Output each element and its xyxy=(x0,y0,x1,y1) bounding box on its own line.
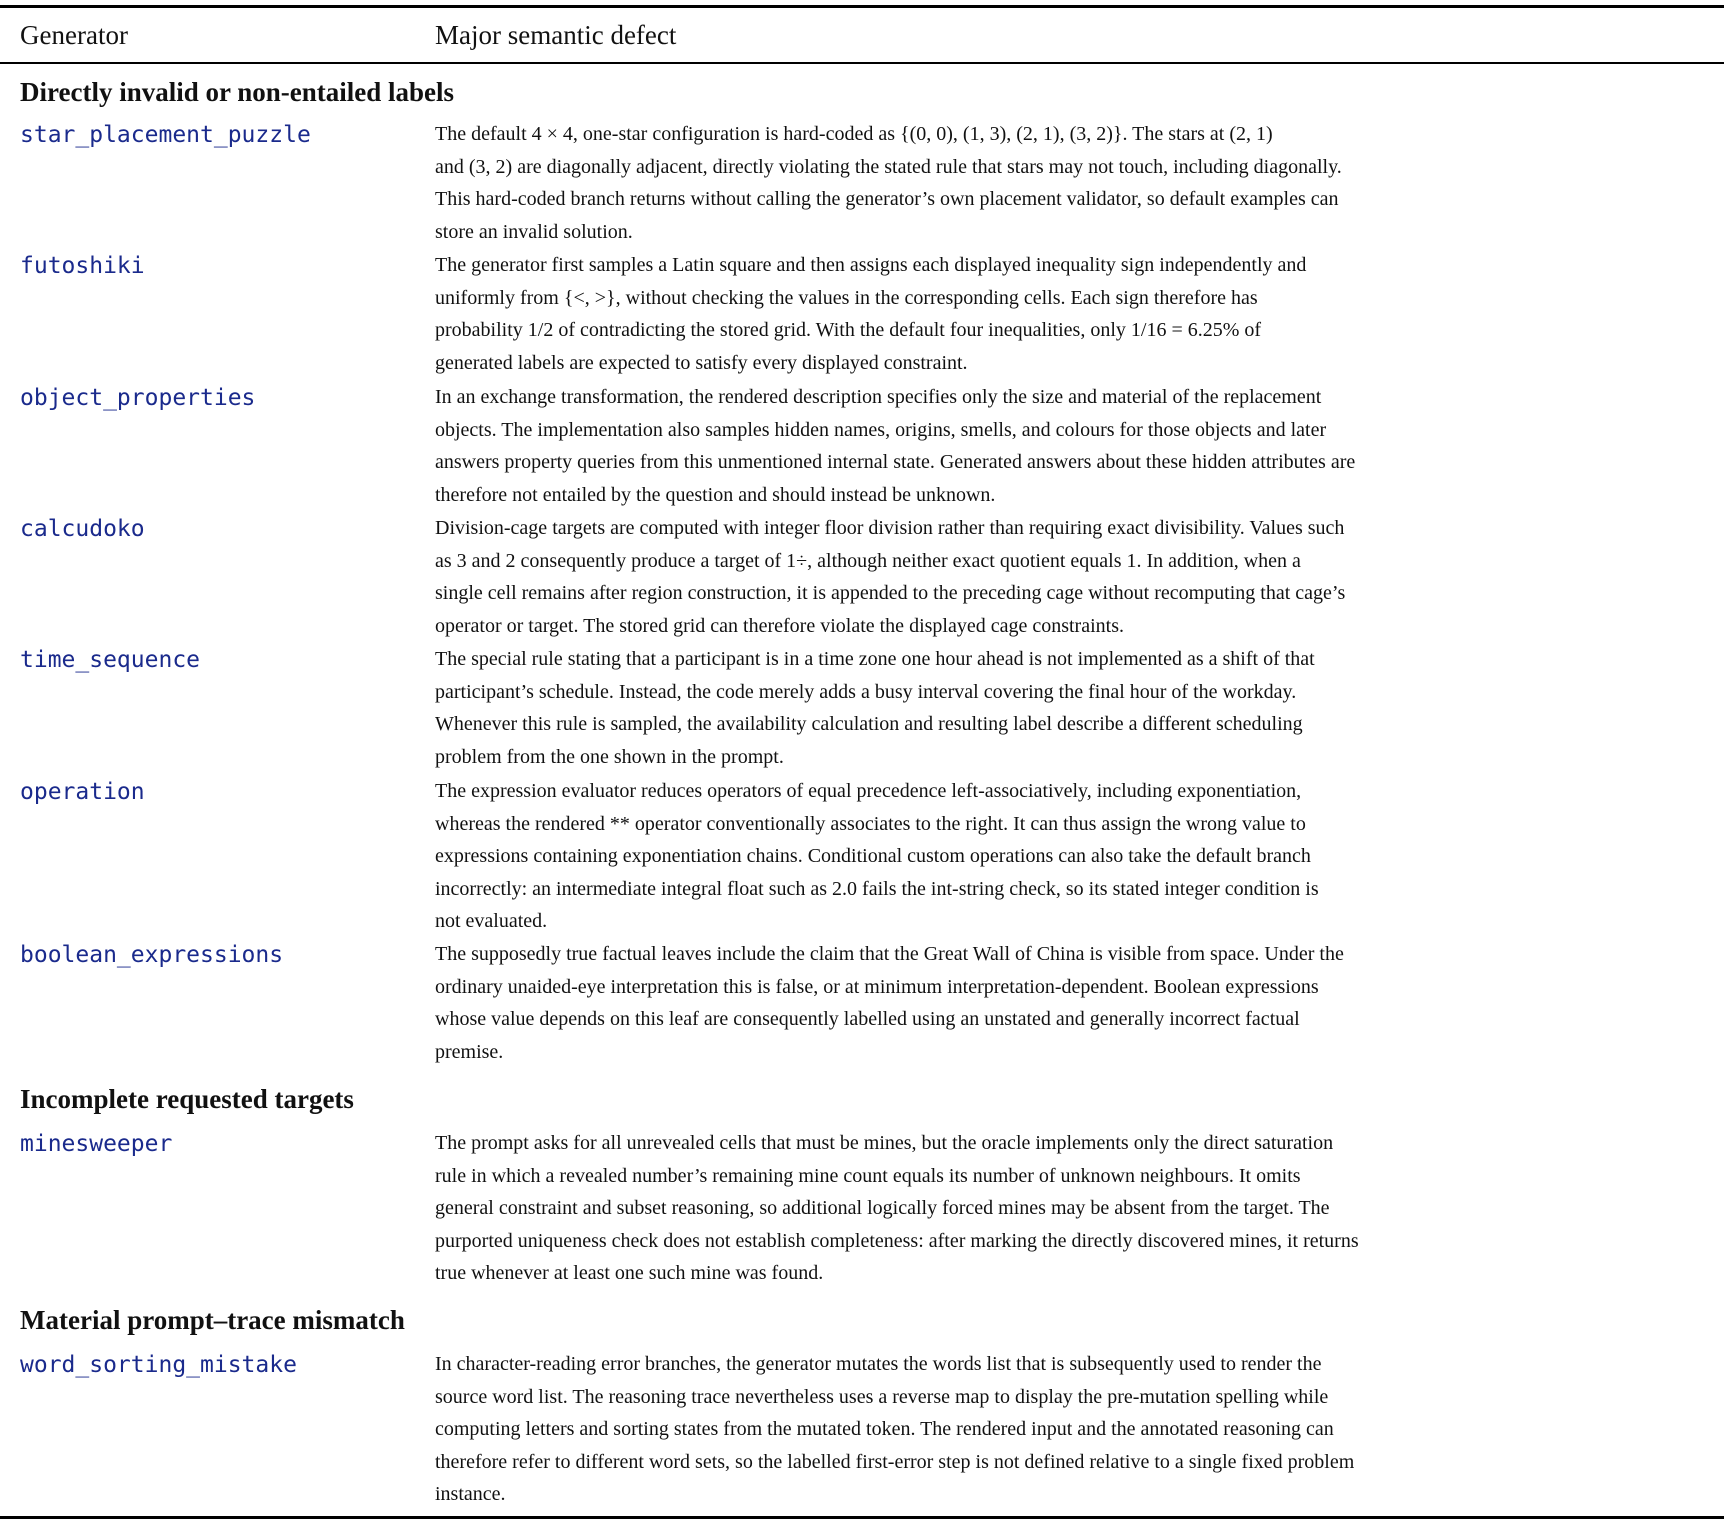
description-line: ordinary unaided-eye interpretation this is false, or at minimum interpretation-dependent. Boolean expressions xyxy=(435,975,1319,998)
header-generator: Generator xyxy=(20,20,128,50)
generator-name: calcudoko xyxy=(20,516,145,542)
description-line: as 3 and 2 consequently produce a target of 1÷, although neither exact quotient equals 1. In addition, when a xyxy=(435,549,1301,572)
defect-description xyxy=(435,118,1721,248)
description-line: whereas the rendered ** operator conventionally associates to the right. It can thus assign the wrong value to xyxy=(435,812,1306,835)
description-line: uniformly from {<, >}, without checking the values in the corresponding cells. Each sign therefore has xyxy=(435,286,1258,309)
description-line: participant’s schedule. Instead, the code merely adds a busy interval covering the final hour of the workday. xyxy=(435,680,1297,703)
section-title: Directly invalid or non-entailed labels xyxy=(20,77,455,107)
description-line: objects. The implementation also samples hidden names, origins, smells, and colours for those objects and later xyxy=(435,418,1327,441)
description-line: The special rule stating that a participant is in a time zone one hour ahead is not implemented as a shift of that xyxy=(435,648,1315,670)
top-rule xyxy=(0,5,1724,8)
description-line: The prompt asks for all unrevealed cells that must be mines, but the oracle implements only the direct saturation xyxy=(435,1132,1334,1154)
defect-description xyxy=(435,938,1721,1068)
description-line: operator or target. The stored grid can therefore violate the displayed cage constraints. xyxy=(435,614,1124,637)
generator-name: word_sorting_mistake xyxy=(20,1352,297,1378)
description-line: purported uniqueness check does not establish completeness: after marking the directly discovered mines, it returns xyxy=(435,1229,1359,1252)
description-line: premise. xyxy=(435,1040,504,1063)
defect-description xyxy=(435,1127,1721,1290)
description-line: store an invalid solution. xyxy=(435,220,633,243)
generator-name: object_properties xyxy=(20,385,256,411)
description-line: This hard-coded branch returns without calling the generator’s own placement validator, so default examples can xyxy=(435,188,1339,210)
description-line: probability 1/2 of contradicting the stored grid. With the default four inequalities, only 1/16 = 6.25% of xyxy=(435,319,1262,341)
description-line: therefore not entailed by the question and should instead be unknown. xyxy=(435,483,996,506)
description-line: Whenever this rule is sampled, the availability calculation and resulting label describe a different scheduling xyxy=(435,713,1303,735)
generator-name: minesweeper xyxy=(20,1131,173,1157)
description-line: expressions containing exponentiation chains. Conditional custom operations can also take the default branch xyxy=(435,845,1311,867)
description-line: computing letters and sorting states from the mutated token. The rendered input and the annotated reasoning can xyxy=(435,1418,1334,1440)
defect-description xyxy=(435,381,1721,511)
description-line: answers property queries from this unmentioned internal state. Generated answers about these hidden attributes are xyxy=(435,451,1356,473)
bottom-rule xyxy=(0,1516,1724,1519)
description-line: whose value depends on this leaf are consequently labelled using an unstated and generally incorrect factual xyxy=(435,1008,1300,1030)
generator-name: operation xyxy=(20,779,145,805)
description-line: In character-reading error branches, the generator mutates the words list that is subsequently used to render the xyxy=(435,1353,1322,1375)
description-line: Division-cage targets are computed with integer floor division rather than requiring exact divisibility. Values such xyxy=(435,517,1345,539)
description-line: and (3, 2) are diagonally adjacent, directly violating the stated rule that stars may not touch, including diagonally. xyxy=(435,155,1342,178)
defect-description xyxy=(435,512,1721,642)
description-line: The generator first samples a Latin square and then assigns each displayed inequality sign independently and xyxy=(435,254,1307,276)
section-title: Material prompt–trace mismatch xyxy=(20,1305,405,1335)
description-line: The default 4 × 4, one-star configuration is hard-coded as {(0, 0), (1, 3), (2, 1), (3, 2)}. The stars at (2, 1) xyxy=(435,123,1273,145)
generator-name: star_placement_puzzle xyxy=(20,122,311,148)
description-line: true whenever at least one such mine was found. xyxy=(435,1262,824,1284)
description-line: problem from the one shown in the prompt. xyxy=(435,745,784,768)
generator-name: time_sequence xyxy=(20,647,201,673)
description-line: instance. xyxy=(435,1483,506,1505)
generator-name: futoshiki xyxy=(20,253,145,279)
description-line: The supposedly true factual leaves include the claim that the Great Wall of China is visible from space. Under the xyxy=(435,943,1344,965)
defect-description xyxy=(435,775,1721,938)
defect-description xyxy=(435,249,1721,379)
description-line: single cell remains after region construction, it is appended to the preceding cage without recomputing that cage’s xyxy=(435,582,1346,604)
description-line: not evaluated. xyxy=(435,910,548,932)
section-title: Incomplete requested targets xyxy=(20,1084,354,1114)
description-line: therefore refer to different word sets, so the labelled first-error step is not defined relative to a single fixed problem xyxy=(435,1450,1355,1473)
description-line: rule in which a revealed number’s remaining mine count equals its number of unknown neighbours. It omits xyxy=(435,1164,1301,1187)
header-rule xyxy=(0,62,1724,64)
header-defect: Major semantic defect xyxy=(435,20,677,50)
description-line: The expression evaluator reduces operators of equal precedence left-associatively, including exponentiation, xyxy=(435,780,1302,802)
description-line: generated labels are expected to satisfy every displayed constraint. xyxy=(435,351,968,374)
defect-description xyxy=(435,643,1721,773)
description-line: source word list. The reasoning trace nevertheless uses a reverse map to display the pre-mutation spelling while xyxy=(435,1385,1329,1408)
description-line: In an exchange transformation, the rendered description specifies only the size and material of the replacement xyxy=(435,386,1322,408)
defect-description xyxy=(435,1348,1721,1511)
generator-name: boolean_expressions xyxy=(20,942,284,968)
description-line: general constraint and subset reasoning, so additional logically forced mines may be absent from the target. The xyxy=(435,1197,1330,1219)
description-line: incorrectly: an intermediate integral float such as 2.0 fails the int-string check, so its stated integer condition is xyxy=(435,877,1319,900)
